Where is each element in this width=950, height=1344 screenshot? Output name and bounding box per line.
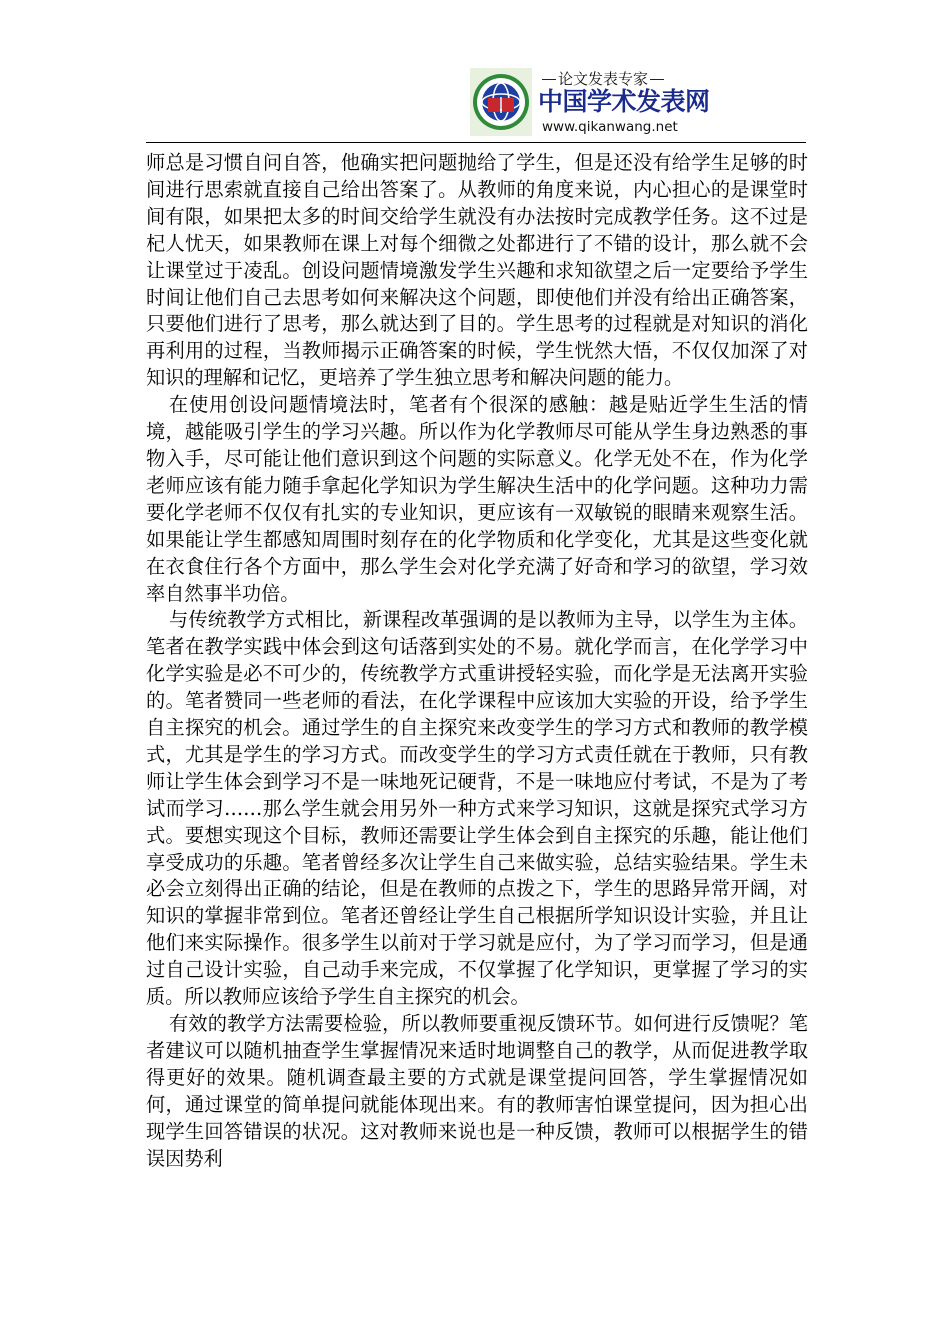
article-body xyxy=(146,150,808,1172)
slogan: 论文发表专家 xyxy=(540,70,694,88)
paragraph: 师总是习惯自问自答，他确实把问题抛给了学生，但是还没有给学生足够的时间进行思索就直接自己给出答案了。从教师的角度来说，内心担心的是课堂时间有限，如果把太多的时间交给学生就没有办法按时完成教学任务。这不过是杞人忧天，如果教师在课上对每个细微之处都进行了不错的设计，那么就不会让课堂过于凌乱。创设问题情境激发学生兴趣和求知欲望之后一定要给予学生时间让他们自己去思考如何来解决这个问题，即使他们并没有给出正确答案，只要他们进行了思考，那么就达到了目的。学生思考的过程就是对知识的消化再利用的过程，当教师揭示正确答案的时候，学生恍然大悟，不仅仅加深了对知识的理解和记忆，更培养了学生独立思考和解决问题的能力。 xyxy=(146,151,808,390)
paragraph: 有效的教学方法需要检验，所以教师要重视反馈环节。如何进行反馈呢？笔者建议可以随机抽查学生掌握情况来适时地调整自己的教学，从而促进教学取得更好的效果。随机调查最主要的方式就是课堂提问回答，学生掌握情况如何，通过课堂的简单提问就能体现出来。有的教师害怕课堂提问，因为担心出现学生回答错误的状况。这对教师来说也是一种反馈，教师可以根据学生的错误因势利 xyxy=(146,1012,808,1170)
paragraph: 在使用创设问题情境法时，笔者有个很深的感触：越是贴近学生生活的情境，越能吸引学生的学习兴趣。所以作为化学教师尽可能从学生身边熟悉的事物入手，尽可能让他们意识到这个问题的实际意义。化学无处不在，作为化学老师应该有能力随手拿起化学知识为学生解决生活中的化学问题。这种功力需要化学老师不仅仅有扎实的专业知识，更应该有一双敏锐的眼睛来观察生活。如果能让学生都感知周围时刻存在的化学物质和化学变化，尤其是这些变化就在衣食住行各个方面中，那么学生会对化学充满了好奇和学习的欲望，学习效率自然事半功倍。 xyxy=(146,393,808,605)
brand-name: 中国学术发表网 xyxy=(538,87,710,116)
site-header xyxy=(468,66,710,140)
globe-book-logo-icon xyxy=(470,68,532,136)
header-divider xyxy=(146,142,806,143)
site-url[interactable]: www.qikanwang.net xyxy=(542,119,678,135)
paragraph: 与传统教学方式相比，新课程改革强调的是以教师为主导，以学生为主体。笔者在教学实践中体会到这句话落到实处的不易。就化学而言，在化学学习中化学实验是必不可少的，传统教学方式重讲授轻实验，而化学是无法离开实验的。笔者赞同一些老师的看法，在化学课程中应该加大实验的开设，给予学生自主探究的机会。通过学生的自主探究来改变学生的学习方式和教师的教学模式，尤其是学生的学习方式。而改变学生的学习方式责任就在于教师，只有教师让学生体会到学习不是一味地死记硬背，不是一味地应付考试，不是为了考试而学习……那么学生就会用另外一种方式来学习知识，这就是探究式学习方式。要想实现这个目标，教师还需要让学生体会到自主探究的乐趣，能让他们享受成功的乐趣。笔者曾经多次让学生自己来做实验，总结实验结果。学生未必会立刻得出正确的结论，但是在教师的点拨之下，学生的思路异常开阔，对知识的掌握非常到位。笔者还曾经让学生自己根据所学知识设计实验，并且让他们来实际操作。很多学生以前对于学习就是应付，为了学习而学习，但是通过自己设计实验，自己动手来完成，不仅掌握了化学知识，更掌握了学习的实质。所以教师应该给予学生自主探究的机会。 xyxy=(146,608,808,1009)
